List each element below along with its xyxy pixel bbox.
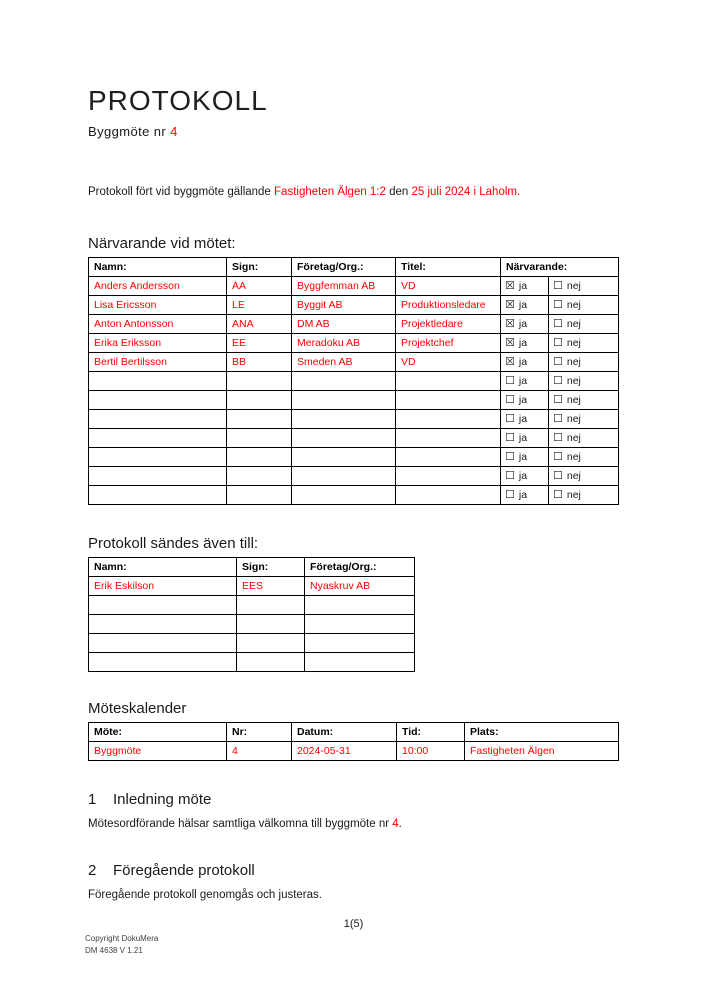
cell-present-nej bbox=[549, 447, 619, 466]
checkbox-label: ja bbox=[518, 393, 528, 406]
cell-present-nej bbox=[549, 390, 619, 409]
cell-title bbox=[396, 390, 501, 409]
cell-meeting: Byggmöte bbox=[89, 741, 227, 760]
checkbox-label: ja bbox=[518, 469, 528, 482]
checkbox-unchecked-icon[interactable]: ☐ bbox=[553, 487, 563, 501]
column-header-place: Plats: bbox=[465, 722, 619, 741]
cell-title: VD bbox=[396, 352, 501, 371]
cell-title bbox=[396, 485, 501, 504]
column-header-present: Närvarande: bbox=[501, 257, 619, 276]
cell-name bbox=[89, 428, 227, 447]
attendee-row-empty bbox=[89, 485, 619, 504]
cell-present-nej bbox=[549, 295, 619, 314]
attendee-row-empty bbox=[89, 409, 619, 428]
checkbox-checked-icon[interactable]: ☒ bbox=[505, 316, 515, 330]
text-segment: Mötesordförande hälsar samtliga välkomna till byggmöte nr bbox=[88, 817, 393, 830]
cell-sign: ANA bbox=[227, 314, 292, 333]
checkbox-label: nej bbox=[566, 469, 581, 482]
section-1-heading-text: Inledning möte bbox=[113, 790, 212, 808]
cell-sign bbox=[237, 633, 305, 652]
section-2-body bbox=[88, 888, 619, 904]
cell-company: Nyaskruv AB bbox=[305, 576, 415, 595]
checkbox-label: ja bbox=[518, 355, 528, 368]
section-2-number: 2 bbox=[88, 862, 97, 880]
cell-company bbox=[292, 428, 396, 447]
copyright-line: Copyright DokuMera bbox=[85, 934, 159, 943]
checkbox-unchecked-icon[interactable]: ☐ bbox=[553, 316, 563, 330]
column-header-title: Titel: bbox=[396, 257, 501, 276]
cell-sign bbox=[227, 466, 292, 485]
attendee-row bbox=[89, 314, 619, 333]
section-2-heading-text: Föregående protokoll bbox=[113, 862, 255, 880]
attendee-row bbox=[89, 333, 619, 352]
cell-company: Smeden AB bbox=[292, 352, 396, 371]
cell-sign bbox=[227, 371, 292, 390]
attendee-row-empty bbox=[89, 371, 619, 390]
cell-company: DM AB bbox=[292, 314, 396, 333]
cell-title: Projektchef bbox=[396, 333, 501, 352]
checkbox-checked-icon[interactable]: ☒ bbox=[505, 278, 515, 292]
cell-place: Fastigheten Älgen bbox=[465, 741, 619, 760]
checkbox-unchecked-icon[interactable]: ☐ bbox=[553, 373, 563, 387]
cell-present-ja bbox=[501, 428, 549, 447]
checkbox-label: nej bbox=[566, 279, 581, 292]
cell-title: VD bbox=[396, 276, 501, 295]
section-1-body bbox=[88, 817, 619, 833]
checkbox-label: nej bbox=[566, 336, 581, 349]
cell-title: Projektledare bbox=[396, 314, 501, 333]
checkbox-label: ja bbox=[518, 450, 528, 463]
checkbox-unchecked-icon[interactable]: ☐ bbox=[505, 487, 515, 501]
cell-present-ja bbox=[501, 371, 549, 390]
cell-present-ja bbox=[501, 276, 549, 295]
cell-name: Erik Eskilson bbox=[89, 576, 237, 595]
cell-sign: EES bbox=[237, 576, 305, 595]
highlighted-red-text: 25 juli 2024 i Laholm. bbox=[411, 186, 521, 199]
cell-date: 2024-05-31 bbox=[292, 741, 397, 760]
section-1-heading bbox=[88, 791, 619, 808]
cell-present-ja bbox=[501, 295, 549, 314]
checkbox-label: ja bbox=[518, 336, 528, 349]
checkbox-unchecked-icon[interactable]: ☐ bbox=[553, 278, 563, 292]
attendees-table-body bbox=[89, 276, 619, 504]
checkbox-unchecked-icon[interactable]: ☐ bbox=[553, 297, 563, 311]
checkbox-label: nej bbox=[566, 374, 581, 387]
checkbox-label: nej bbox=[566, 450, 581, 463]
cell-company bbox=[292, 409, 396, 428]
cell-present-ja bbox=[501, 466, 549, 485]
text-segment: . bbox=[398, 817, 402, 830]
checkbox-unchecked-icon[interactable]: ☐ bbox=[553, 411, 563, 425]
cell-title bbox=[396, 447, 501, 466]
column-header-meeting: Möte: bbox=[89, 722, 227, 741]
attendees-table bbox=[88, 257, 619, 505]
cell-present-ja bbox=[501, 333, 549, 352]
checkbox-label: ja bbox=[518, 279, 528, 292]
checkbox-label: ja bbox=[518, 317, 528, 330]
cell-name bbox=[89, 371, 227, 390]
checkbox-label: nej bbox=[566, 355, 581, 368]
cell-present-ja bbox=[501, 447, 549, 466]
cell-sign bbox=[237, 652, 305, 671]
checkbox-unchecked-icon[interactable]: ☐ bbox=[553, 335, 563, 349]
checkbox-unchecked-icon[interactable]: ☐ bbox=[505, 449, 515, 463]
cell-name bbox=[89, 390, 227, 409]
attendees-header-row bbox=[89, 257, 619, 276]
checkbox-unchecked-icon[interactable]: ☐ bbox=[505, 430, 515, 444]
cell-present-nej bbox=[549, 352, 619, 371]
checkbox-label: nej bbox=[566, 393, 581, 406]
cell-present-nej bbox=[549, 276, 619, 295]
cell-name bbox=[89, 409, 227, 428]
intro-paragraph bbox=[88, 185, 619, 201]
checkbox-label: nej bbox=[566, 317, 581, 330]
attendee-row-empty bbox=[89, 466, 619, 485]
cell-present-nej bbox=[549, 428, 619, 447]
cell-name bbox=[89, 466, 227, 485]
highlighted-red-text: 4 bbox=[392, 817, 399, 830]
column-header-sign: Sign: bbox=[237, 557, 305, 576]
cell-present-ja bbox=[501, 314, 549, 333]
cell-sign: LE bbox=[227, 295, 292, 314]
cell-company: Meradoku AB bbox=[292, 333, 396, 352]
attendee-row bbox=[89, 295, 619, 314]
copyright-block bbox=[85, 933, 158, 956]
cell-present-ja bbox=[501, 352, 549, 371]
cell-present-nej bbox=[549, 485, 619, 504]
cell-company bbox=[305, 595, 415, 614]
cell-time: 10:00 bbox=[397, 741, 465, 760]
checkbox-checked-icon[interactable]: ☒ bbox=[505, 354, 515, 368]
document-subtitle bbox=[88, 124, 619, 139]
cell-sign bbox=[227, 390, 292, 409]
cell-name: Anton Antonsson bbox=[89, 314, 227, 333]
checkbox-unchecked-icon[interactable]: ☐ bbox=[553, 449, 563, 463]
cell-title bbox=[396, 371, 501, 390]
distribution-table bbox=[88, 557, 415, 672]
column-header-company: Företag/Org.: bbox=[292, 257, 396, 276]
cell-present-nej bbox=[549, 371, 619, 390]
column-header-name: Namn: bbox=[89, 257, 227, 276]
cell-present-ja bbox=[501, 485, 549, 504]
attendee-row-empty bbox=[89, 447, 619, 466]
cell-title bbox=[396, 409, 501, 428]
text-segment: Protokoll fört vid byggmöte gällande bbox=[88, 186, 275, 199]
checkbox-unchecked-icon[interactable]: ☐ bbox=[553, 392, 563, 406]
cell-sign: AA bbox=[227, 276, 292, 295]
column-header-nr: Nr: bbox=[227, 722, 292, 741]
cell-company bbox=[305, 633, 415, 652]
checkbox-unchecked-icon[interactable]: ☐ bbox=[505, 468, 515, 482]
cell-company: Byggit AB bbox=[292, 295, 396, 314]
cell-sign: BB bbox=[227, 352, 292, 371]
distribution-row-empty bbox=[89, 633, 415, 652]
attendees-heading: Närvarande vid mötet: bbox=[88, 234, 236, 252]
cell-company bbox=[292, 371, 396, 390]
cell-name bbox=[89, 485, 227, 504]
text-segment: Byggmöte nr bbox=[88, 124, 171, 140]
cell-company: Byggfemman AB bbox=[292, 276, 396, 295]
checkbox-label: ja bbox=[518, 488, 528, 501]
distribution-table-body bbox=[89, 576, 415, 671]
section-1-number: 1 bbox=[88, 790, 97, 808]
page-title: PROTOKOLL bbox=[88, 85, 268, 116]
checkbox-label: nej bbox=[566, 431, 581, 444]
checkbox-label: ja bbox=[518, 412, 528, 425]
cell-name: Lisa Ericsson bbox=[89, 295, 227, 314]
cell-company bbox=[305, 614, 415, 633]
calendar-table bbox=[88, 722, 619, 761]
cell-name bbox=[89, 633, 237, 652]
cell-sign: EE bbox=[227, 333, 292, 352]
cell-title bbox=[396, 428, 501, 447]
checkbox-unchecked-icon[interactable]: ☐ bbox=[553, 354, 563, 368]
checkbox-label: ja bbox=[518, 431, 528, 444]
checkbox-unchecked-icon[interactable]: ☐ bbox=[553, 468, 563, 482]
calendar-heading: Möteskalender bbox=[88, 699, 187, 717]
checkbox-unchecked-icon[interactable]: ☐ bbox=[505, 411, 515, 425]
cell-present-nej bbox=[549, 314, 619, 333]
column-header-date: Datum: bbox=[292, 722, 397, 741]
cell-name bbox=[89, 652, 237, 671]
cell-sign bbox=[237, 614, 305, 633]
calendar-row bbox=[89, 741, 619, 760]
page-number: 1(5) bbox=[343, 918, 364, 930]
distribution-row-empty bbox=[89, 614, 415, 633]
distribution-header-row bbox=[89, 557, 415, 576]
attendee-row bbox=[89, 352, 619, 371]
cell-company bbox=[292, 390, 396, 409]
cell-sign bbox=[227, 409, 292, 428]
column-header-company: Företag/Org.: bbox=[305, 557, 415, 576]
distribution-row-empty bbox=[89, 652, 415, 671]
highlighted-red-text: 4 bbox=[170, 124, 178, 140]
text-segment: den bbox=[385, 186, 412, 199]
checkbox-label: ja bbox=[518, 298, 528, 311]
checkbox-unchecked-icon[interactable]: ☐ bbox=[553, 430, 563, 444]
cell-present-ja bbox=[501, 409, 549, 428]
cell-present-nej bbox=[549, 333, 619, 352]
calendar-header-row bbox=[89, 722, 619, 741]
distribution-row-empty bbox=[89, 595, 415, 614]
cell-title: Produktionsledare bbox=[396, 295, 501, 314]
cell-name: Bertil Bertilsson bbox=[89, 352, 227, 371]
cell-name bbox=[89, 447, 227, 466]
cell-name bbox=[89, 595, 237, 614]
checkbox-checked-icon[interactable]: ☒ bbox=[505, 297, 515, 311]
checkbox-label: nej bbox=[566, 298, 581, 311]
attendee-row-empty bbox=[89, 428, 619, 447]
column-header-name: Namn: bbox=[89, 557, 237, 576]
distribution-row bbox=[89, 576, 415, 595]
cell-nr: 4 bbox=[227, 741, 292, 760]
text-segment: Föregående protokoll genomgås och justeras. bbox=[88, 889, 322, 902]
cell-company bbox=[292, 466, 396, 485]
highlighted-red-text: Fastigheten Älgen 1:2 bbox=[274, 186, 386, 199]
distribution-heading: Protokoll sändes även till: bbox=[88, 534, 259, 552]
cell-sign bbox=[227, 447, 292, 466]
column-header-sign: Sign: bbox=[227, 257, 292, 276]
cell-company bbox=[292, 447, 396, 466]
cell-name bbox=[89, 614, 237, 633]
cell-sign bbox=[227, 428, 292, 447]
cell-title bbox=[396, 466, 501, 485]
cell-name: Erika Eriksson bbox=[89, 333, 227, 352]
cell-company bbox=[292, 485, 396, 504]
checkbox-unchecked-icon[interactable]: ☐ bbox=[505, 373, 515, 387]
cell-sign bbox=[237, 595, 305, 614]
cell-company bbox=[305, 652, 415, 671]
calendar-table-body bbox=[89, 741, 619, 760]
cell-name: Anders Andersson bbox=[89, 276, 227, 295]
cell-present-nej bbox=[549, 466, 619, 485]
cell-present-ja bbox=[501, 390, 549, 409]
checkbox-label: nej bbox=[566, 412, 581, 425]
document-version: DM 4638 V 1.21 bbox=[85, 945, 143, 955]
checkbox-checked-icon[interactable]: ☒ bbox=[505, 335, 515, 349]
section-2-heading bbox=[88, 862, 619, 879]
column-header-time: Tid: bbox=[397, 722, 465, 741]
checkbox-label: ja bbox=[518, 374, 528, 387]
cell-present-nej bbox=[549, 409, 619, 428]
checkbox-unchecked-icon[interactable]: ☐ bbox=[505, 392, 515, 406]
cell-sign bbox=[227, 485, 292, 504]
attendee-row-empty bbox=[89, 390, 619, 409]
checkbox-label: nej bbox=[566, 488, 581, 501]
attendee-row bbox=[89, 276, 619, 295]
